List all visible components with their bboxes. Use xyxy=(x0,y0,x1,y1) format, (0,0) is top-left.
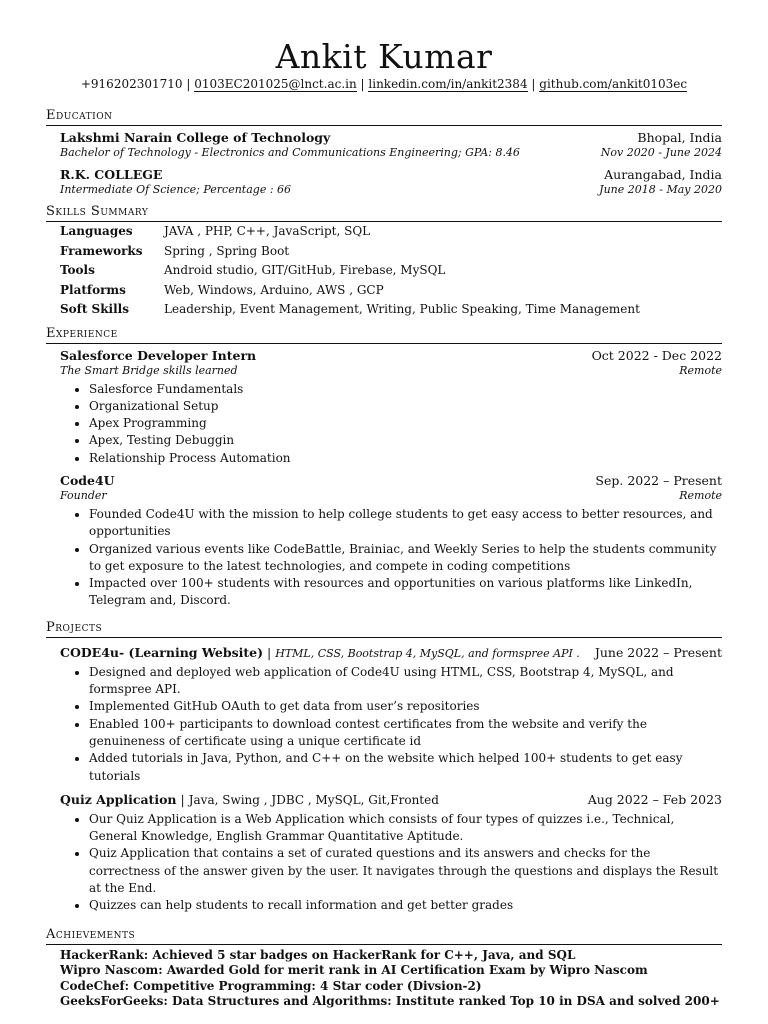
resume-page xyxy=(46,38,722,1010)
achievement-item: Wipro Nascom: Awarded Gold for merit rank in AI Certification Exam by Wipro Nascom xyxy=(60,963,648,978)
achievements-list xyxy=(46,948,722,1010)
skill-value: JAVA , PHP, C++, JavaScript, SQL xyxy=(164,224,371,238)
project-tech: Java, Swing , JDBC , MySQL, Git,Fronted xyxy=(188,792,439,807)
project-entry xyxy=(46,791,722,915)
bullet-item: • Founded Code4U with the mission to help college students to get easy access to better resources, and opportunities xyxy=(89,506,722,541)
experience-entry xyxy=(46,473,722,610)
linkedin-link[interactable]: linkedin.com/in/ankit2384 xyxy=(368,77,528,91)
separator: | xyxy=(186,77,191,91)
bullet-item: • Our Quiz Application is a Web Application which consists of four types of quizzes i.e., Technical, General Knowledge, English Grammar Quantitative Aptitude. xyxy=(89,811,722,846)
separator: | xyxy=(267,644,272,660)
job-org: Founder xyxy=(60,488,107,502)
contact-line xyxy=(46,76,722,92)
skill-key: Tools xyxy=(60,263,95,277)
achievement-item: HackerRank: Achieved 5 star badges on HackerRank for C++, Java, and SQL xyxy=(60,947,576,962)
degree: Intermediate Of Science; Percentage : 66 xyxy=(60,183,292,196)
project-name: CODE4u- (Learning Website) xyxy=(60,644,264,660)
job-dates: Sep. 2022 – Present xyxy=(595,472,722,488)
achievement-item: GeeksForGeeks: Data Structures and Algorithms: Institute ranked Top 10 in DSA and solved 200+ xyxy=(60,994,720,1009)
bullet-item: • Designed and deployed web application of Code4U using HTML, CSS, Bootstrap 4, MySQL, and formspree API. xyxy=(89,664,722,699)
projects-heading: Projects xyxy=(46,620,722,638)
skill-key: Soft Skills xyxy=(60,302,129,316)
bullet-item: • Quiz Application that contains a set of curated questions and its answers and checks for the correctness of the answer given by the user. It navigates through the questions and displays the Result at the End. xyxy=(89,845,722,897)
skills-row xyxy=(60,300,640,320)
job-title: Salesforce Developer Intern xyxy=(60,347,257,363)
education-entry xyxy=(46,130,722,161)
job-title: Code4U xyxy=(60,472,115,488)
skill-key: Frameworks xyxy=(60,243,143,258)
email-link[interactable]: 0103EC201025@lnct.ac.in xyxy=(194,77,357,91)
skill-value: Android studio, GIT/GitHub, Firebase, MySQL xyxy=(164,263,446,277)
project-entry xyxy=(46,644,722,785)
bullet-item: • Quizzes can help students to recall information and get better grades xyxy=(89,897,722,914)
bullet-item: • Organizational Setup xyxy=(89,398,722,415)
degree: Bachelor of Technology - Electronics and Communications Engineering; GPA: 8.46 xyxy=(60,146,520,159)
bullet-item: • Apex Programming xyxy=(89,415,722,432)
skills-heading: Skills Summary xyxy=(46,204,722,222)
project-dates: Aug 2022 – Feb 2023 xyxy=(587,791,722,807)
bullet-list xyxy=(46,664,722,785)
experience-heading: Experience xyxy=(46,326,722,344)
skills-row xyxy=(60,281,640,301)
skill-key: Languages xyxy=(60,224,133,238)
bullet-item: • Relationship Process Automation xyxy=(89,450,722,467)
candidate-name: Ankit Kumar xyxy=(275,37,493,76)
job-dates: Oct 2022 - Dec 2022 xyxy=(591,347,722,363)
project-dates: June 2022 – Present xyxy=(594,644,722,660)
job-org: The Smart Bridge skills learned xyxy=(60,363,238,377)
bullet-item: • Implemented GitHub OAuth to get data from user’s repositories xyxy=(89,698,722,715)
bullet-list xyxy=(46,811,722,915)
skills-row xyxy=(60,242,640,262)
skill-value: Spring , Spring Boot xyxy=(164,243,290,258)
skill-value: Web, Windows, Arduino, AWS , GCP xyxy=(164,282,384,297)
school-location: Aurangabad, India xyxy=(604,167,722,182)
bullet-item: • Impacted over 100+ students with resources and opportunities on various platforms like LinkedIn, Telegram and, Discord. xyxy=(89,575,722,610)
education-heading: Education xyxy=(46,108,722,126)
bullet-item: • Organized various events like CodeBattle, Brainiac, and Weekly Series to help the students community to get exposure to the latest technologies, and compete in coding competitions xyxy=(89,541,722,576)
github-link[interactable]: github.com/ankit0103ec xyxy=(539,77,688,91)
bullet-list xyxy=(46,381,722,467)
experience-entry xyxy=(46,348,722,467)
school-name: R.K. COLLEGE xyxy=(60,167,163,182)
skills-row xyxy=(60,222,640,242)
skill-key: Platforms xyxy=(60,282,126,297)
education-dates: Nov 2020 - June 2024 xyxy=(600,146,722,159)
job-location: Remote xyxy=(679,488,722,502)
skills-table xyxy=(60,222,640,320)
bullet-item: • Apex, Testing Debuggin xyxy=(89,432,722,449)
bullet-item: • Salesforce Fundamentals xyxy=(89,381,722,398)
achievement-item: CodeChef: Competitive Programming: 4 Star coder (Divsion-2) xyxy=(60,978,482,993)
bullet-item: • Added tutorials in Java, Python, and C++ on the website which helped 100+ students to get easy tutorials xyxy=(89,750,722,785)
job-location: Remote xyxy=(679,363,722,377)
bullet-list xyxy=(46,506,722,610)
skill-value: Leadership, Event Management, Writing, Public Speaking, Time Management xyxy=(164,302,640,316)
separator: | xyxy=(531,77,536,91)
achievements-heading: Achievements xyxy=(46,927,722,945)
skills-row xyxy=(60,261,640,281)
bullet-item: • Enabled 100+ participants to download contest certificates from the website and verify the genuineness of certificate using a unique certificate id xyxy=(89,716,722,751)
separator: | xyxy=(360,77,365,91)
project-tech: HTML, CSS, Bootstrap 4, MySQL, and formspree API . xyxy=(275,646,580,660)
education-dates: June 2018 - May 2020 xyxy=(599,183,722,196)
phone-number: +916202301710 xyxy=(80,77,183,91)
school-location: Bhopal, India xyxy=(637,130,722,145)
project-name: Quiz Application xyxy=(60,791,177,807)
school-name: Lakshmi Narain College of Technology xyxy=(60,130,331,145)
education-entry xyxy=(46,167,722,198)
separator: | xyxy=(180,791,185,807)
